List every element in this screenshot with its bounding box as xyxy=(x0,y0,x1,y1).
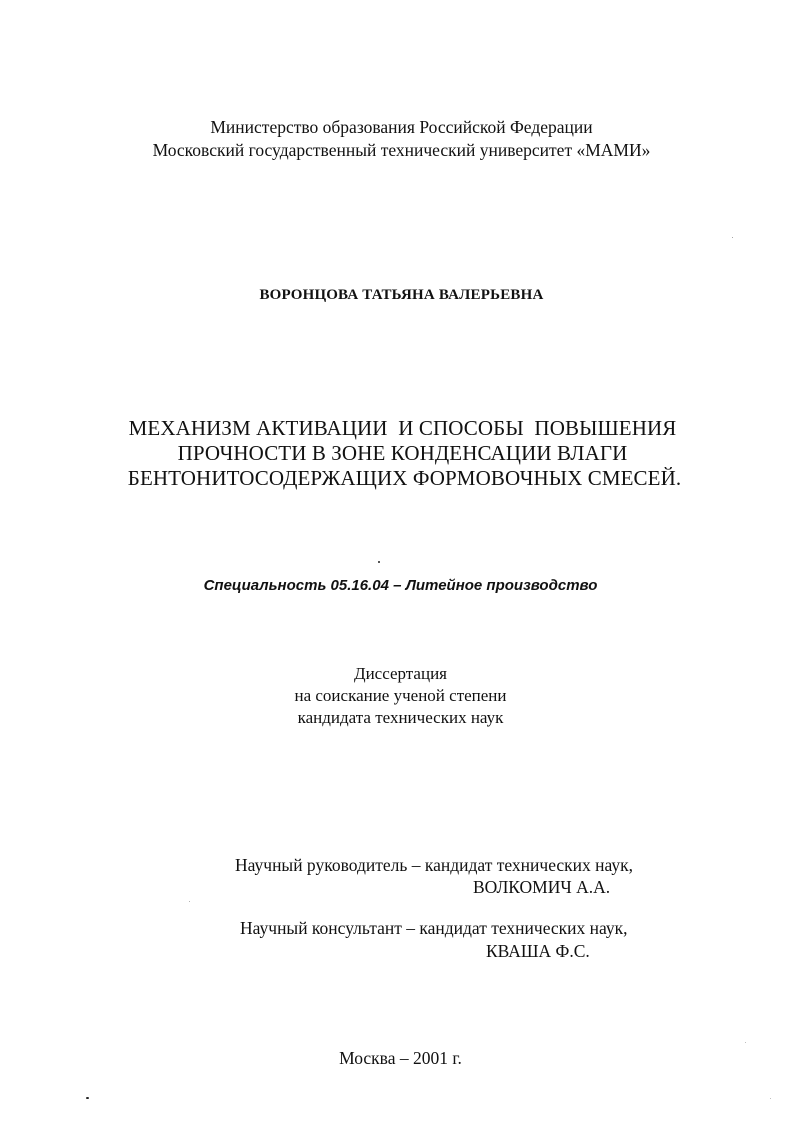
thesis-title-line-2: ПРОЧНОСТИ В ЗОНЕ КОНДЕНСАЦИИ ВЛАГИ xyxy=(177,441,628,465)
consultant-role: Научный консультант – кандидат технических наук, xyxy=(240,918,628,938)
thesis-title-line-3: БЕНТОНИТОСОДЕРЖАЩИХ ФОРМОВОЧНЫХ СМЕСЕЙ. xyxy=(127,466,682,490)
ministry-name: Министерство образования Российской Федерации xyxy=(210,117,593,137)
advisor-role: Научный руководитель – кандидат технических наук, xyxy=(235,855,634,875)
degree-name: кандидата технических наук xyxy=(297,708,504,727)
scan-speck xyxy=(770,1098,771,1099)
scan-speck xyxy=(745,1042,746,1043)
scan-speck xyxy=(732,237,733,238)
advisor-name: ВОЛКОМИЧ А.А. xyxy=(473,877,611,897)
specialty: Специальность 05.16.04 – Литейное производство xyxy=(203,577,598,594)
degree-purpose: на соискание ученой степени xyxy=(294,686,507,705)
thesis-title-line-1: МЕХАНИЗМ АКТИВАЦИИ И СПОСОБЫ ПОВЫШЕНИЯ xyxy=(128,416,677,440)
city-year: Москва – 2001 г. xyxy=(339,1048,462,1068)
scan-speck xyxy=(86,1097,89,1099)
scan-speck xyxy=(378,561,380,563)
university-name: Московский государственный технический университет «МАМИ» xyxy=(152,140,651,160)
author-name: ВОРОНЦОВА ТАТЬЯНА ВАЛЕРЬЕВНА xyxy=(259,287,544,303)
dissertation-label: Диссертация xyxy=(353,664,447,683)
consultant-name: КВАША Ф.С. xyxy=(486,941,590,961)
scan-speck xyxy=(189,901,190,902)
